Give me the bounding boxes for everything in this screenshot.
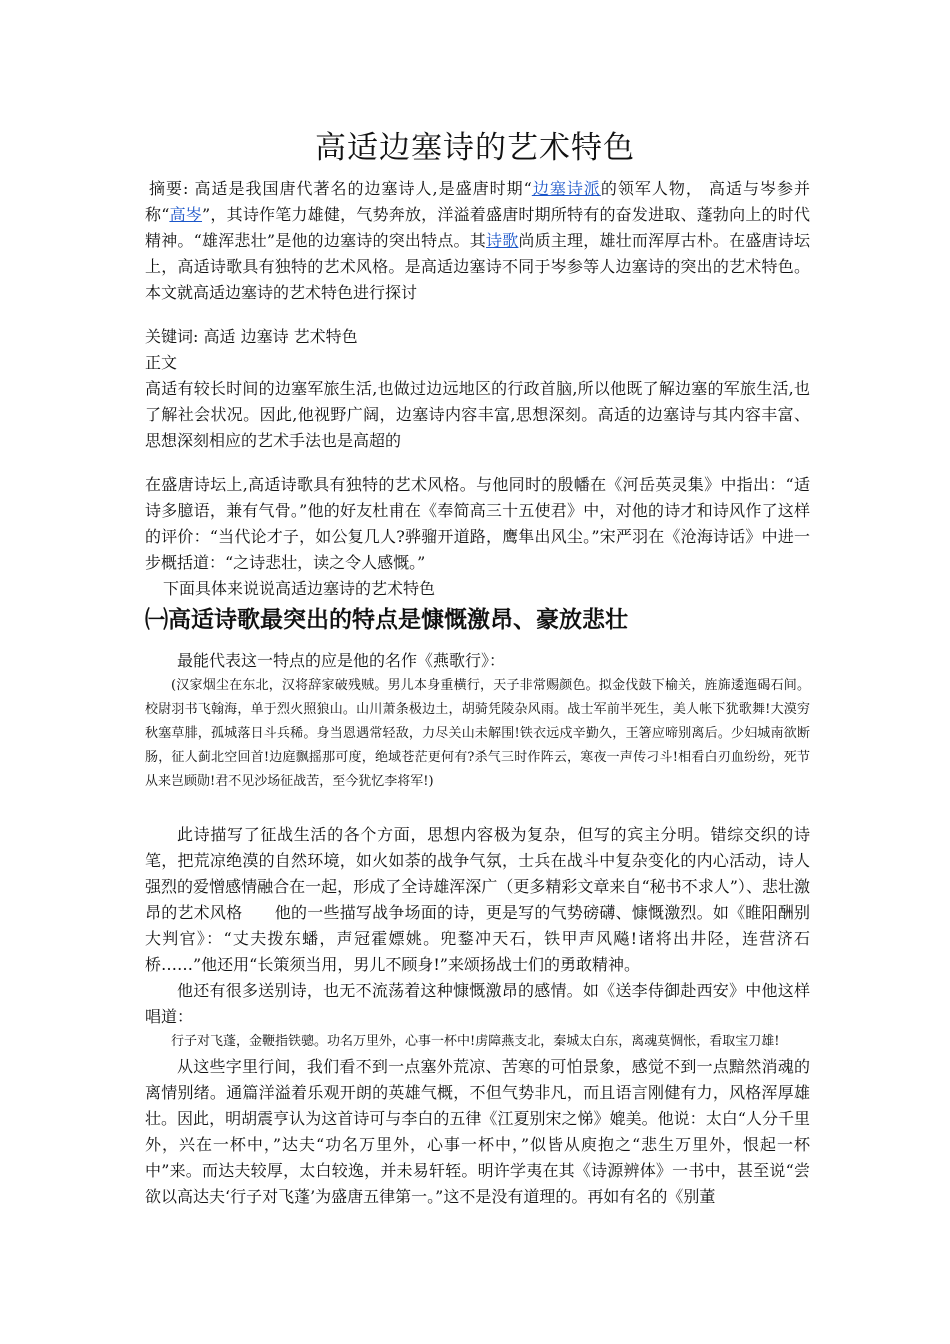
paragraph-4: 此诗描写了征战生活的各个方面，思想内容极为复杂，但写的宾主分明。错综交织的诗笔，把荒凉绝漠的自然环境，如火如荼的战争气氛，士兵在战斗中复杂变化的内心活动，诗人强烈的爱憎感情融合在一起，形成了全诗雄浑深广（更多精彩文章来自“秘书不求人”）、悲壮激昂的艺术风格 他的一些描写战争场面的诗，更是写的气势磅礴、慷慨激烈。如《睢阳酬别大判官》：“丈夫拨东蟠，声冠霍嫖姚。兜鍪冲天石，铁甲声风飚!诸将出井陉，连营济石桥……”他还用“长策须当用，男儿不顾身!”来颂扬战士们的勇敢精神。 — [145, 825, 810, 974]
poem-yangexing: (汉家烟尘在东北，汉将辞家破残贼。男儿本身重横行，天子非常赐颜色。拟金伐鼓下榆关，旌旆逶迤碣石间。校尉羽书飞翰海，单于烈火照狼山。山川萧条极边土，胡骑凭陵杂风雨。战士军前半死生，美人帐下犹歌舞!大漠穷秋塞草腓，孤城落日斗兵稀。身当恩遇常轻敌，力尽关山未解围!铁衣远戍辛勤久，王箸应啼别离后。少妇城南欲断肠，征人蓟北空回首!边庭飘摇那可度，绝域苍茫更何有?杀气三时作阵云，寒夜一声传刁斗!相看白刃血纷纷，死节从来岂顾勋!君不见沙场征战苦，至今犹忆李将军!) — [145, 678, 810, 789]
section-1-intro: 最能代表这一特点的应是他的名作《燕歌行》： — [177, 651, 506, 670]
document-title: 高适边塞诗的艺术特色 — [315, 130, 635, 166]
paragraph-6: 从这些字里行间，我们看不到一点塞外荒凉、苦寒的可怕景象，感觉不到一点黯然消魂的离情别绪。通篇洋溢着乐观开朗的英雄气概，不但气势非凡，而且语言刚健有力，风格浑厚雄壮。因此，明胡震亨认为这首诗可与李白的五律《江夏别宋之悌》媲美。他说：太白“人分千里外，兴在一杯中，”达夫“功名万里外，心事一杯中，”似皆从庾抱之“悲生万里外，恨起一杯中”来。而达夫较厚，太白较逸，并未易轩轾。明许学夷在其《诗源辨体》一书中，甚至说“尝欲以高达夫‘行子对飞蓬’为盛唐五律第一。”这不是没有道理的。再如有名的《别董 — [145, 1057, 810, 1206]
poem-song-li-shiyu: 行子对飞蓬，金鞭指铁骢。功名万里外，心事一杯中!虏障燕支北，秦城太白东，离魂莫惆怅，看取宝刀雄! — [171, 1034, 780, 1049]
abstract-text: 尚质主理，雄壮而浑厚古朴。在盛唐诗坛上，高适诗歌具有独特的艺术风格。是高适边塞诗不同于岑参等人边塞诗的突出的艺术特色。本文就高适边塞诗的艺术特色进行探讨 — [145, 231, 810, 302]
abstract-section — [145, 176, 810, 306]
body-label: 正文 — [145, 353, 178, 372]
paragraph-2: 在盛唐诗坛上,高适诗歌具有独特的艺术风格。与他同时的殷幡在《河岳英灵集》中指出：“适诗多臆语，兼有气骨。”他的好友杜甫在《奉简高三十五使君》中，对他的诗才和诗风作了这样的评价：“当代论才子，如公复几人?骅骝开道路，鹰隼出风尘。”宋严羽在《沧海诗话》中进一步概括道：“之诗悲壮，读之令人感慨。” — [145, 475, 810, 572]
abstract-text: 的领军人物， 高适与岑参并称“ — [145, 179, 810, 224]
link-biansai-shipai[interactable]: 边塞诗派 — [531, 179, 601, 198]
keywords-section — [145, 324, 810, 454]
link-gaocen[interactable]: 高岑 — [169, 205, 203, 224]
paragraph-2-section — [145, 472, 810, 602]
paragraph-1: 高适有较长时间的边塞军旅生活,也做过边远地区的行政首脑,所以他既了解边塞的军旅生活,也了解社会状况。因此,他视野广阔，边塞诗内容丰富,思想深刻。高适的边塞诗与其内容丰富、思想深刻相应的艺术手法也是高超的 — [145, 379, 810, 450]
paragraph-3: 下面具体来说说高适边塞诗的艺术特色 — [163, 579, 436, 598]
keywords-line: 关键词: 高适 边塞诗 艺术特色 — [145, 327, 358, 346]
section-1 — [145, 604, 810, 636]
abstract-text: ”，其诗作笔力雄健，气势奔放，洋溢着盛唐时期所特有的奋发进取、蓬勃向上的时代精神。“雄浑悲壮”是他的边塞诗的突出特点。其 — [145, 205, 810, 250]
abstract-text: 高适是我国唐代著名的边塞诗人,是盛唐时期“ — [188, 179, 532, 198]
poem-1-section — [145, 648, 810, 794]
abstract-label: 摘要: — [149, 179, 189, 198]
link-shige[interactable]: 诗歌 — [485, 231, 519, 250]
paragraph-5: 他还有很多送别诗，也无不流荡着这种慷慨激昂的感情。如《送李侍御赴西安》中他这样唱道： — [145, 981, 810, 1026]
analysis-section — [145, 822, 810, 1210]
section-1-heading: ㈠高适诗歌最突出的特点是慷慨激昂、豪放悲壮 — [145, 606, 628, 633]
abstract-paragraph — [145, 176, 810, 306]
